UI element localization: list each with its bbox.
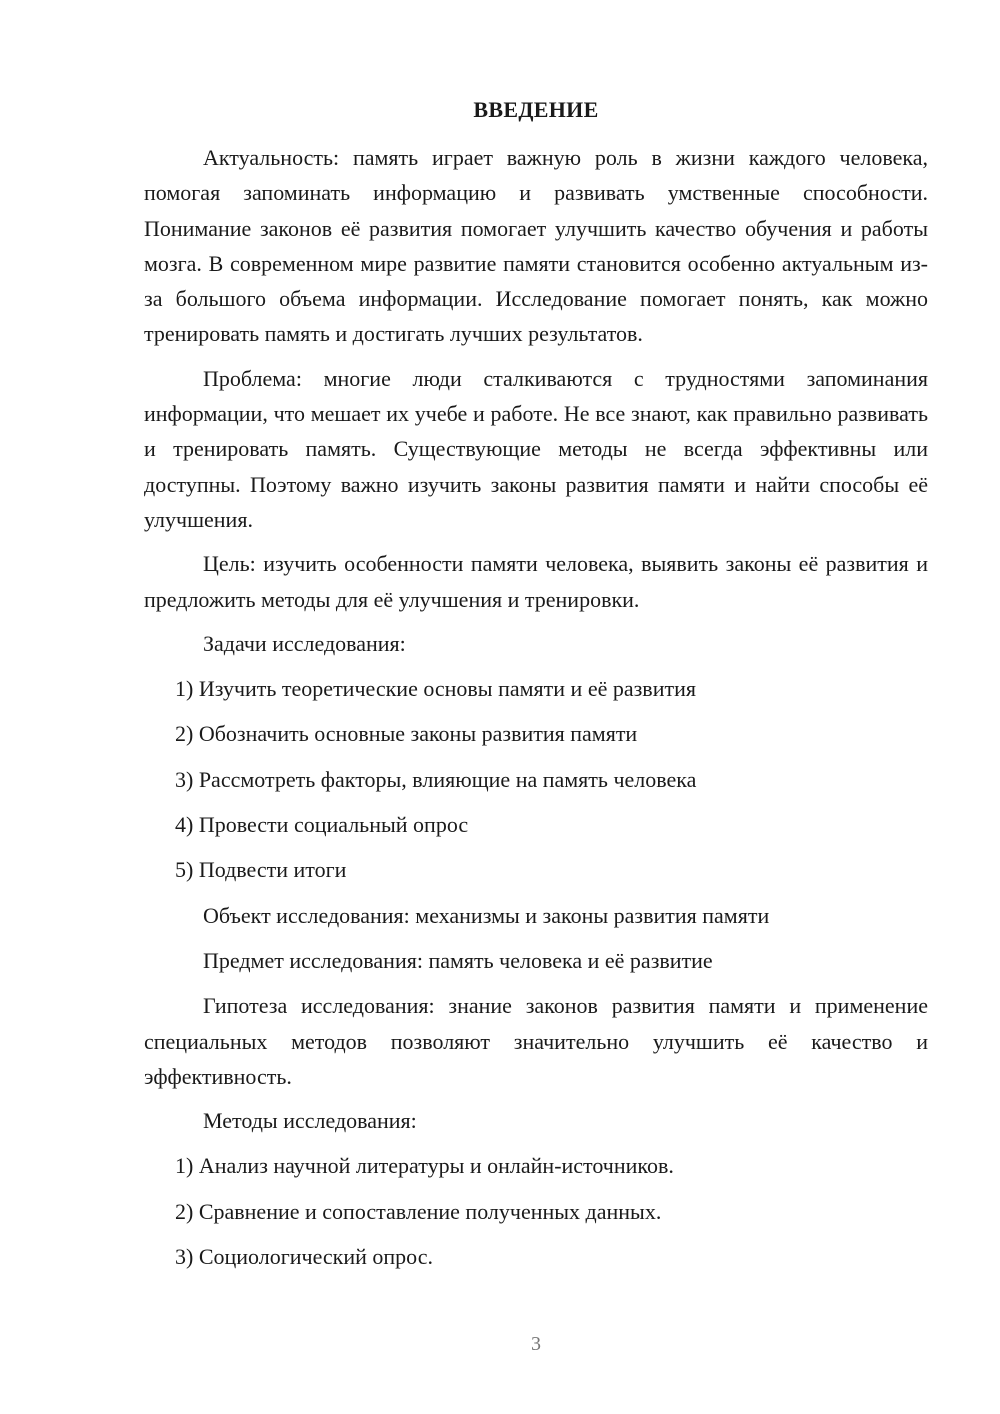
page-title: ВВЕДЕНИЕ <box>473 97 599 122</box>
page-number: 3 <box>531 1333 541 1355</box>
list-item: 2) Сравнение и сопоставление полученных данных. <box>175 1198 662 1224</box>
page-content <box>144 92 928 1284</box>
relevance-paragraph: Актуальность: память играет важную роль в жизни каждого человека, помогая запоминать информацию и развивать умственные способности. Понимание законов её развития помогает улучшить качество обучения и работы мозга. В современном мире развитие памяти становится особенно актуальным из-за большого объема информации. Исследование помогает понять, как можно тренировать память и достигать лучших результатов. <box>144 145 928 347</box>
tasks-heading: Задачи исследования: <box>203 630 406 656</box>
hypothesis-paragraph: Гипотеза исследования: знание законов развития памяти и применение специальных методов позволяют значительно улучшить её качество и эффективность. <box>144 993 928 1089</box>
list-item: 4) Провести социальный опрос <box>175 812 469 838</box>
list-item: 1) Анализ научной литературы и онлайн-источников. <box>175 1153 674 1179</box>
list-item: 5) Подвести итоги <box>175 857 347 883</box>
goal-paragraph: Цель: изучить особенности памяти человека, выявить законы её развития и предложить методы для её улучшения и тренировки. <box>144 551 928 612</box>
object-line: Объект исследования: механизмы и законы развития памяти <box>203 902 770 928</box>
problem-paragraph: Проблема: многие люди сталкиваются с трудностями запоминания информации, что мешает их учебе и работе. Не все знают, как правильно развивать и тренировать память. Существующие методы не всегда эффективны или доступны. Поэтому важно изучить законы развития памяти и найти способы её улучшения. <box>144 365 928 532</box>
methods-heading: Методы исследования: <box>203 1108 417 1134</box>
list-item: 3) Рассмотреть факторы, влияющие на память человека <box>175 766 697 792</box>
list-item: 3) Социологический опрос. <box>175 1244 433 1270</box>
list-item: 1) Изучить теоретические основы памяти и её развития <box>175 676 696 702</box>
subject-line: Предмет исследования: память человека и её развитие <box>203 947 713 973</box>
list-item: 2) Обозначить основные законы развития памяти <box>175 721 638 747</box>
